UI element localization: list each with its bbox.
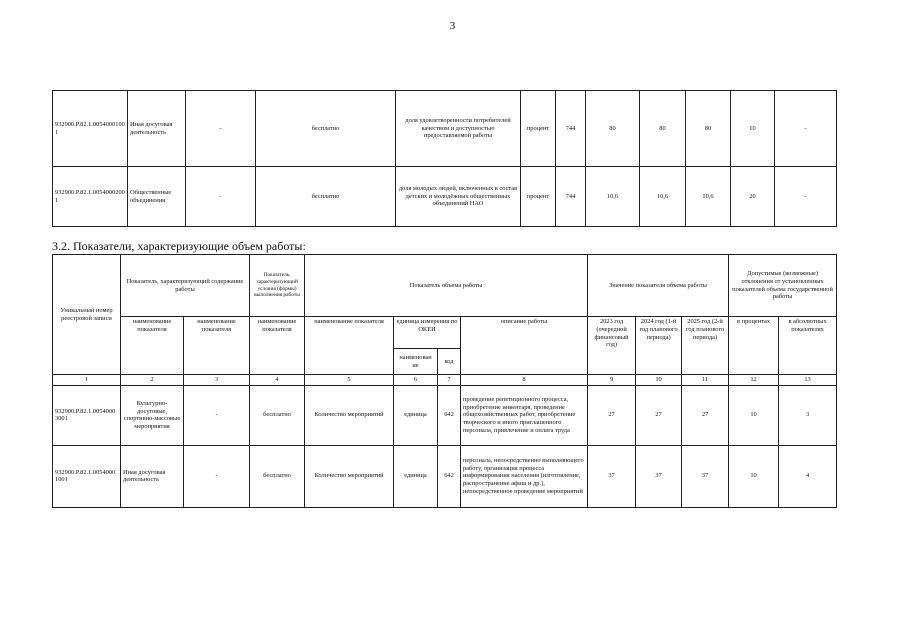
unit-name: процент xyxy=(521,167,556,227)
table-row xyxy=(53,445,837,507)
content-name-header: наименование показателя xyxy=(121,317,184,375)
condition-indicator: бесплатно xyxy=(256,167,396,227)
col-number: 1 xyxy=(53,375,121,386)
content-group-header: Показатель, характеризующий содержание работы xyxy=(121,255,250,317)
volume-indicators-table xyxy=(52,254,837,508)
quality-indicator-name: доля удовлетворенности потребителей качеством и доступностью предоставляемой работы xyxy=(396,91,521,167)
unit-name: единица xyxy=(394,445,438,507)
content-indicator-2: - xyxy=(184,385,250,445)
col-number: 4 xyxy=(250,375,305,386)
content-indicator-2: - xyxy=(184,445,250,507)
value-2025: 27 xyxy=(682,385,729,445)
content-indicator-2: - xyxy=(186,167,256,227)
volume-indicator-name: Количество мероприятий xyxy=(305,385,394,445)
col-number: 13 xyxy=(779,375,837,386)
column-number-row xyxy=(53,375,837,386)
condition-group-header: Показатель, характеризующий условия (формы) выполнения работы xyxy=(250,255,305,317)
value-2025: 10,6 xyxy=(686,167,731,227)
col-number: 11 xyxy=(682,375,729,386)
value-2023: 27 xyxy=(588,385,636,445)
value-2025: 80 xyxy=(686,91,731,167)
value-2023: 37 xyxy=(588,445,636,507)
deviation-absolute: - xyxy=(775,167,837,227)
condition-indicator: бесплатно xyxy=(256,91,396,167)
header-row xyxy=(53,255,837,317)
registry-header: Уникальный номер реестровой записи xyxy=(53,255,121,375)
unit-name: единица xyxy=(394,385,438,445)
description-header: описание работы xyxy=(461,317,588,375)
quality-indicators-table xyxy=(52,90,837,227)
registry-number: 932900.Р.82.1.00540001001 xyxy=(53,445,121,507)
indicator-name-header: наименование показателя xyxy=(305,317,394,375)
okei-name-header: наименован ие xyxy=(394,349,438,375)
col-number: 6 xyxy=(394,375,438,386)
table-row xyxy=(53,385,837,445)
value-2023: 80 xyxy=(586,91,640,167)
deviation-absolute: - xyxy=(775,91,837,167)
table-row xyxy=(53,91,837,167)
registry-number: 932900.Р.82.1.00540001001 xyxy=(53,91,128,167)
unit-code: 642 xyxy=(438,385,461,445)
work-description: проведение репетиционного процесса, приобретение инвентаря, проведение общехозяйственных работ, приобретение творческого и иного приглашенного персонала, привлечение и оплата труда xyxy=(461,385,588,445)
page-number: 3 xyxy=(449,20,456,32)
col-number: 5 xyxy=(305,375,394,386)
percent-header: в процентах xyxy=(729,317,779,375)
registry-number: 932900.Р.82.1.00540003001 xyxy=(53,385,121,445)
content-indicator: Иная досуговая деятельность xyxy=(128,91,186,167)
absolute-header: в абсолютных показателях xyxy=(779,317,837,375)
volume-indicator-name: Количество мероприятий xyxy=(305,445,394,507)
value-2024: 80 xyxy=(640,91,686,167)
deviation-percent: 10 xyxy=(731,91,775,167)
unit-code: 642 xyxy=(438,445,461,507)
content-indicator-2: - xyxy=(186,91,256,167)
content-name-header-2: наименование показателя xyxy=(184,317,250,375)
value-2024: 37 xyxy=(636,445,682,507)
col-number: 2 xyxy=(121,375,184,386)
deviation-percent: 10 xyxy=(729,445,779,507)
col-number: 8 xyxy=(461,375,588,386)
col-number: 7 xyxy=(438,375,461,386)
volume-group-header: Показатель объема работы xyxy=(305,255,588,317)
deviation-percent: 20 xyxy=(731,167,775,227)
year-2025-header: 2025 год (2-й год планового периода) xyxy=(682,317,729,375)
year-2024-header: 2024 год (1-й год планового периода) xyxy=(636,317,682,375)
deviation-percent: 10 xyxy=(729,385,779,445)
year-2023-header: 2023 год (очередной финансовый год) xyxy=(588,317,636,375)
value-2024: 10,6 xyxy=(640,167,686,227)
header-row xyxy=(53,317,837,349)
value-group-header: Значение показателя объема работы xyxy=(588,255,729,317)
value-2025: 37 xyxy=(682,445,729,507)
content-indicator: Культурно-досуговые, спортивно-массовые мероприятия xyxy=(121,385,184,445)
condition-name-header: наименование показателя xyxy=(250,317,305,375)
registry-number: 932900.Р.82.1.00540002001 xyxy=(53,167,128,227)
col-number: 9 xyxy=(588,375,636,386)
unit-code: 744 xyxy=(556,91,586,167)
col-number: 10 xyxy=(636,375,682,386)
content-indicator: Иная досуговая деятельность xyxy=(121,445,184,507)
value-2023: 10,6 xyxy=(586,167,640,227)
okei-code-header: код xyxy=(438,349,461,375)
okei-header: единица измерения по ОКЕИ xyxy=(394,317,461,349)
deviation-absolute: 3 xyxy=(779,385,837,445)
content-indicator: Общественные объединения xyxy=(128,167,186,227)
section-title: 3.2. Показатели, характеризующие объем работы: xyxy=(52,239,306,253)
quality-indicator-name: доля молодых людей, включенных в состав детских и молодёжных общественных объединений НАО xyxy=(396,167,521,227)
unit-code: 744 xyxy=(556,167,586,227)
condition-indicator: бесплатно xyxy=(250,445,305,507)
condition-indicator: бесплатно xyxy=(250,385,305,445)
unit-name: процент xyxy=(521,91,556,167)
col-number: 12 xyxy=(729,375,779,386)
table-row xyxy=(53,167,837,227)
col-number: 3 xyxy=(184,375,250,386)
deviation-group-header: Допустимые (возможные) отклонения от установленных показателей объема государственной работы xyxy=(729,255,837,317)
deviation-absolute: 4 xyxy=(779,445,837,507)
value-2024: 27 xyxy=(636,385,682,445)
work-description: персонала, непосредственно выполняющего работу, организация процесса информирования населения (изготовление, распространение афиш и др.), непосредственное проведение мероприятий xyxy=(461,445,588,507)
